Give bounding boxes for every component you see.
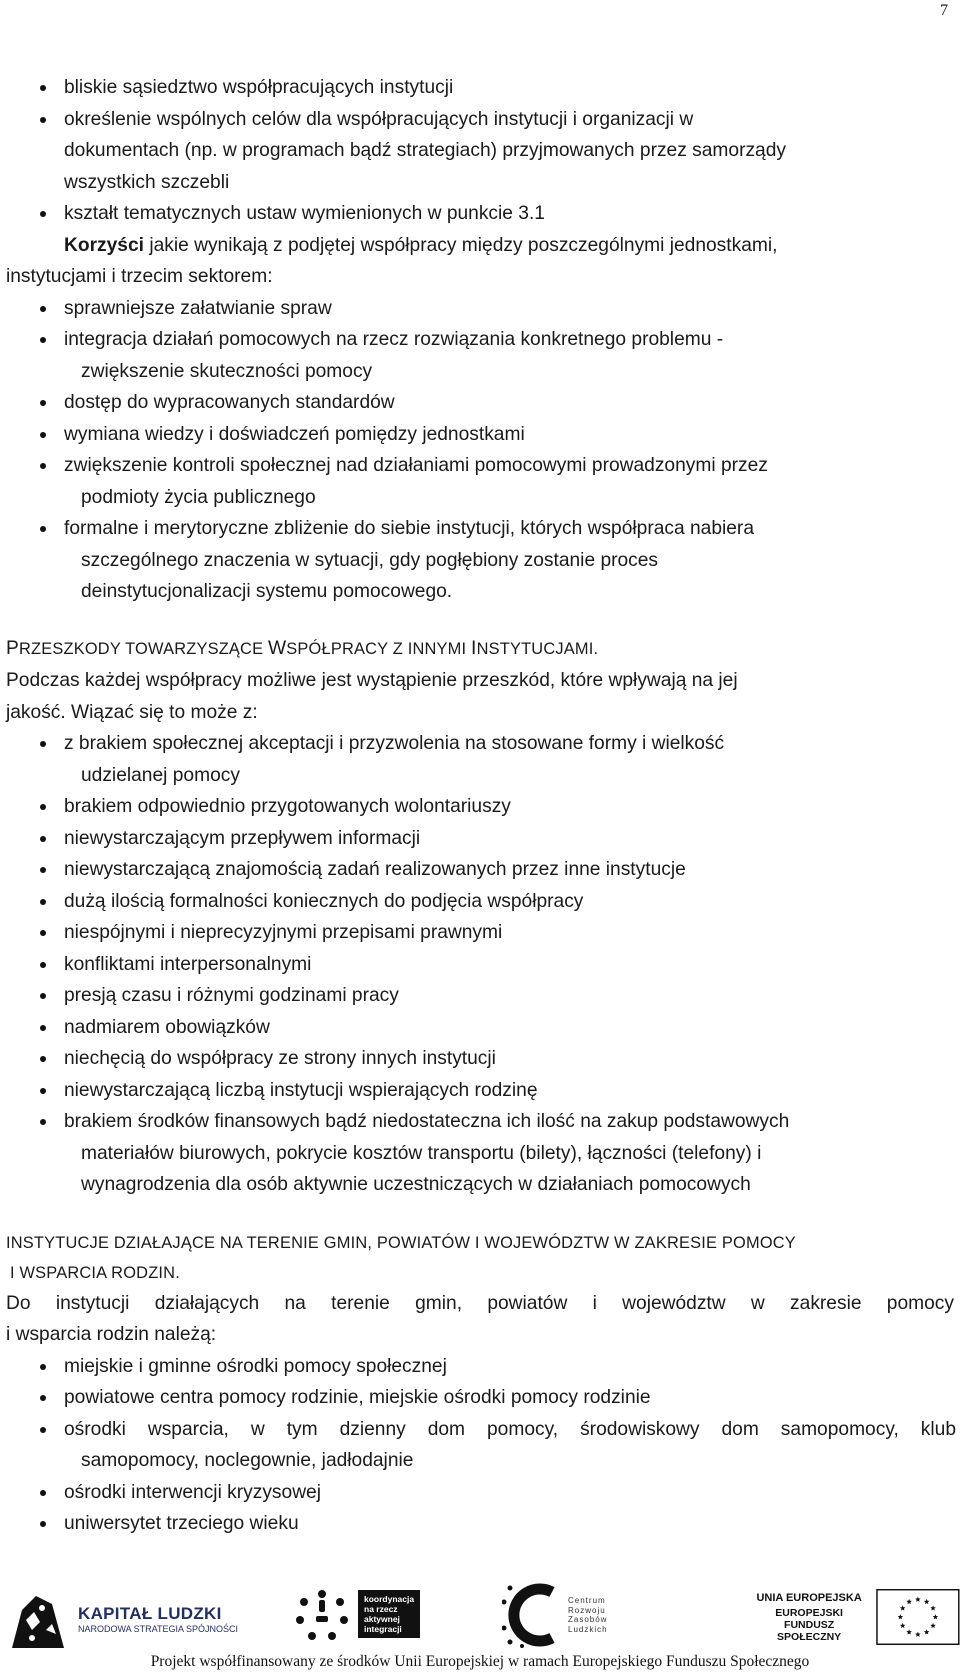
crzl-c-icon — [502, 1582, 564, 1648]
list-item: niechęcią do współpracy ze strony innych instytucji — [6, 1043, 956, 1075]
bullet-list-cooperation-factors — [6, 72, 956, 230]
list-item: niewystarczającym przepływem informacji — [6, 823, 956, 855]
list-item: bliskie sąsiedztwo współpracujących instytucji — [6, 72, 956, 104]
list-item: zwiększenie kontroli społecznej nad działaniami pomocowymi prowadzonymi przez podmioty życia publicznego — [6, 450, 956, 513]
list-item: niewystarczającą liczbą instytucji wspierających rodzinę — [6, 1075, 956, 1107]
list-item: presją czasu i różnymi godzinami pracy — [6, 980, 956, 1012]
crzl-logo — [502, 1582, 608, 1648]
list-item: wymiana wiedzy i doświadczeń pomiędzy jednostkami — [6, 419, 956, 451]
list-item: konfliktami interpersonalnymi — [6, 949, 956, 981]
list-item: miejskie i gminne ośrodki pomocy społecznej — [6, 1351, 956, 1383]
institutions-intro: Do instytucji działających na terenie gmin, powiatów i województw w zakresie pomocy i wsparcia rodzin należą: — [6, 1292, 954, 1345]
list-item: niespójnymi i nieprecyzyjnymi przepisami prawnymi — [6, 917, 956, 949]
list-item: brakiem odpowiednio przygotowanych wolontariuszy — [6, 791, 956, 823]
bullet-list-obstacles — [6, 728, 956, 1201]
list-item: kształt tematycznych ustaw wymienionych w punkcie 3.1 — [6, 198, 956, 230]
crzl-text: Centrum Rozwoju Zasobów Ludzkich — [568, 1596, 608, 1634]
eu-logo — [752, 1588, 960, 1646]
bullet-list-benefits — [6, 293, 956, 608]
list-item: dużą ilością formalności koniecznych do podjęcia współpracy — [6, 886, 956, 918]
list-item: integracja działań pomocowych na rzecz rozwiązania konkretnego problemu - zwiększenie skuteczności pomocy — [6, 324, 956, 387]
kapital-ludzki-emblem-icon — [12, 1590, 64, 1648]
list-item: ośrodki wsparcia, w tym dzienny dom pomocy, środowiskowy dom samopomocy, klub samopomocy, noclegownie, jadłodajnie — [6, 1414, 956, 1477]
section-heading-institutions: INSTYTUCJE DZIAŁAJĄCE NA TERENIE GMIN, POWIATÓW I WOJEWÓDZTW W ZAKRESIE POMOCY I WSPARCIA RODZIN. — [6, 1233, 796, 1282]
benefits-intro: Korzyści jakie wynikają z podjętej współpracy między poszczególnymi jednostkami, instytucjami i trzecim sektorem: — [6, 234, 778, 287]
footer-funding-text: Projekt współfinansowany ze środków Unii Europejskiej w ramach Europejskiego Funduszu Społecznego — [150, 1653, 810, 1670]
obstacles-intro: Podczas każdej współpracy możliwe jest wystąpienie przeszkód, które wpływają na jej jakość. Wiązać się to może z: — [6, 670, 738, 723]
list-item: określenie wspólnych celów dla współpracujących instytucji i organizacji w dokumentach (np. w programach bądź strategiach) przyjmowanych przez samorządy wszystkich szczebli — [6, 104, 956, 199]
people-circle-icon — [292, 1584, 352, 1644]
list-item: formalne i merytoryczne zbliżenie do siebie instytucji, których współpraca nabiera szczególnego znaczenia w sytuacji, gdy pogłębiony zostanie proces deinstytucjonalizacji systemu pomocowego. — [6, 513, 956, 608]
list-item: sprawniejsze załatwianie spraw — [6, 293, 956, 325]
bullet-list-institutions — [6, 1351, 956, 1540]
list-item: z brakiem społecznej akceptacji i przyzwolenia na stosowane formy i wielkość udzielanej pomocy — [6, 728, 956, 791]
koordynacja-text-block: koordynacja na rzecz aktywnej integracji — [358, 1590, 420, 1638]
list-item: uniwersytet trzeciego wieku — [6, 1508, 956, 1540]
document-body — [6, 72, 956, 1540]
eu-text: UNIA EUROPEJSKA EUROPEJSKI FUNDUSZ SPOŁECZNY — [756, 1591, 862, 1643]
kapital-ludzki-text: KAPITAŁ LUDZKI NARODOWA STRATEGIA SPÓJNOŚCI — [78, 1604, 239, 1634]
list-item: nadmiarem obowiązków — [6, 1012, 956, 1044]
benefits-bold-term: Korzyści — [64, 234, 144, 256]
list-item: dostęp do wypracowanych standardów — [6, 387, 956, 419]
page-number: 7 — [940, 2, 948, 19]
eu-flag-icon — [876, 1588, 960, 1646]
list-item: niewystarczającą znajomością zadań realizowanych przez inne instytucje — [6, 854, 956, 886]
list-item: brakiem środków finansowych bądź niedostateczna ich ilość na zakup podstawowych materiałów biurowych, pokrycie kosztów transportu (bilety), łączności (telefony) i wynagrodzenia dla osób aktywnie uczestniczących w działaniach pomocowych — [6, 1106, 956, 1201]
list-item: powiatowe centra pomocy rodzinie, miejskie ośrodki pomocy rodzinie — [6, 1382, 956, 1414]
list-item: ośrodki interwencji kryzysowej — [6, 1477, 956, 1509]
koordynacja-logo — [292, 1584, 420, 1644]
section-heading-obstacles: PRZESZKODY TOWARZYSZĄCE WSPÓŁPRACY Z INNYMI INSTYTUCJAMI. — [6, 637, 599, 659]
kapital-ludzki-logo — [12, 1590, 238, 1648]
